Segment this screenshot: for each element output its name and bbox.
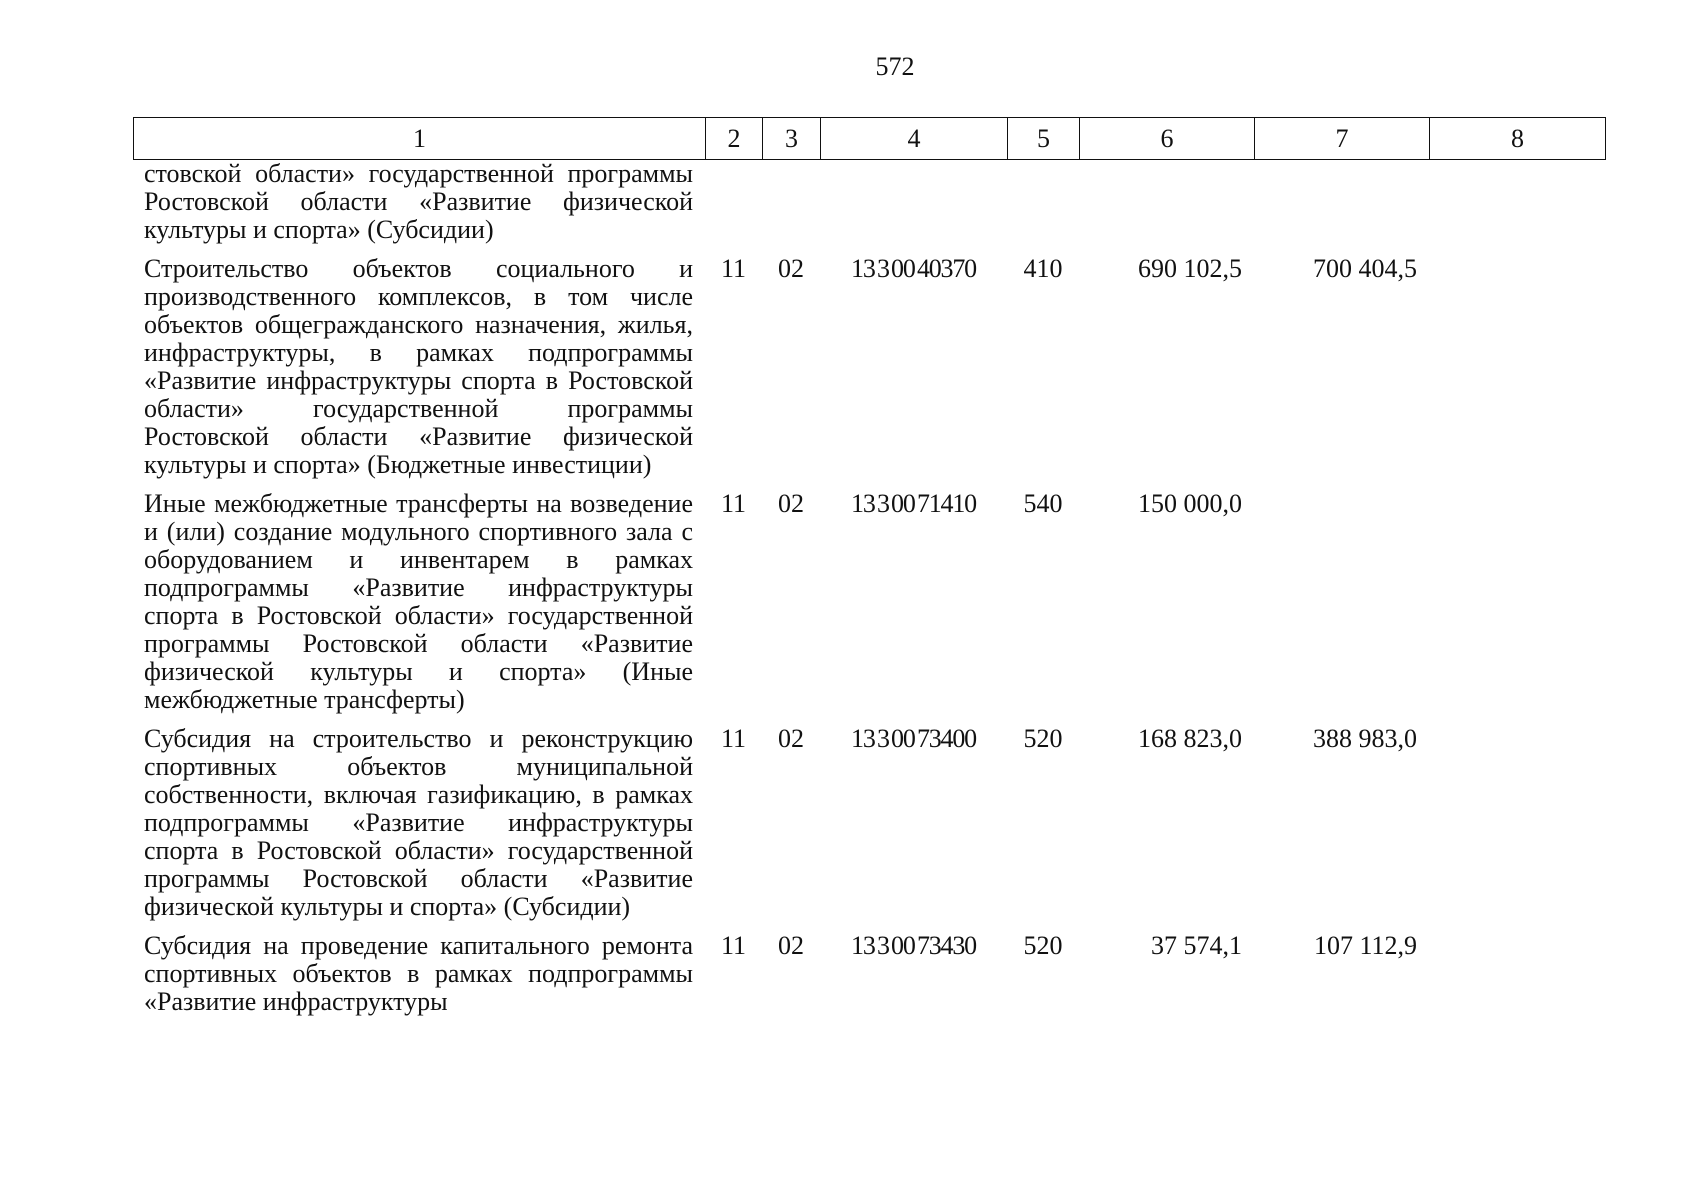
- row-description: Субсидия на проведение капитального ремонта спортивных объектов в рамках подпрограммы «Развитие инфраструктуры: [144, 931, 693, 1016]
- row-amount-6: 168 823,0: [1138, 724, 1242, 753]
- page-number: 572: [875, 52, 915, 81]
- row-section: 11: [720, 254, 747, 283]
- row-target-article: 13 3 00 73400: [851, 724, 976, 753]
- row-expense-type: 410: [1023, 254, 1063, 283]
- row-target-article: 13 3 00 73430: [851, 931, 976, 960]
- continuation-description: стовской области» государственной программы Ростовской области «Развитие физической культуры и спорта» (Субсидии): [144, 159, 693, 244]
- row-amount-8: [1429, 490, 1605, 725]
- row-amount-8: [1429, 725, 1605, 932]
- table-row: [133, 725, 1605, 932]
- row-amount-7: 700 404,5: [1313, 254, 1417, 283]
- table-row: [133, 490, 1605, 725]
- row-section: 11: [720, 931, 747, 960]
- row-amount-6: 150 000,0: [1138, 489, 1242, 518]
- row-amount-7: 388 983,0: [1313, 724, 1417, 753]
- row-subsection: 02: [778, 489, 804, 518]
- header-col-3: 3: [763, 118, 821, 160]
- row-description: Строительство объектов социального и производственного комплексов, в том числе объектов общегражданского назначения, жилья, инфраструктуры, в рамках подпрограммы «Развитие инфраструктуры спорта в Ростовской области» государственной программы Ростовской области «Развитие физической культуры и спорта» (Бюджетные инвестиции): [144, 254, 693, 479]
- header-row: [134, 118, 1606, 160]
- row-amount-6: 37 574,1: [1151, 931, 1242, 960]
- header-col-2: 2: [706, 118, 763, 160]
- header-col-6: 6: [1080, 118, 1255, 160]
- budget-table: [133, 160, 1605, 1027]
- row-amount-8: [1429, 255, 1605, 490]
- row-target-article: 13 3 00 40370: [851, 254, 976, 283]
- row-amount-8: [1429, 932, 1605, 1027]
- header-col-8: 8: [1430, 118, 1606, 160]
- row-subsection: 02: [778, 254, 804, 283]
- header-col-5: 5: [1008, 118, 1080, 160]
- table-row: [133, 932, 1605, 1027]
- row-amount-7: 107 112,9: [1313, 931, 1417, 960]
- header-col-4: 4: [821, 118, 1008, 160]
- row-expense-type: 540: [1023, 489, 1063, 518]
- header-col-7: 7: [1255, 118, 1430, 160]
- row-expense-type: 520: [1023, 724, 1063, 753]
- row-amount-6: 690 102,5: [1138, 254, 1242, 283]
- header-col-1: 1: [134, 118, 706, 160]
- row-subsection: 02: [778, 931, 804, 960]
- row-section: 11: [720, 724, 747, 753]
- row-section: 11: [720, 489, 747, 518]
- column-number-header: [133, 117, 1606, 160]
- row-expense-type: 520: [1023, 931, 1063, 960]
- table-row: [133, 255, 1605, 490]
- row-target-article: 13 3 00 71410: [851, 489, 976, 518]
- row-subsection: 02: [778, 724, 804, 753]
- row-description: Субсидия на строительство и реконструкцию спортивных объектов муниципальной собственности, включая газификацию, в рамках подпрограммы «Развитие инфраструктуры спорта в Ростовской области» государственной программы Ростовской области «Развитие физической культуры и спорта» (Субсидии): [144, 724, 693, 921]
- row-description: Иные межбюджетные трансферты на возведение и (или) создание модульного спортивного зала с оборудованием и инвентарем в рамках подпрограммы «Развитие инфраструктуры спорта в Ростовской области» государственной программы Ростовской области «Развитие физической культуры и спорта» (Иные межбюджетные трансферты): [144, 489, 693, 714]
- continuation-row: [133, 160, 1605, 255]
- row-amount-7: [1254, 490, 1429, 725]
